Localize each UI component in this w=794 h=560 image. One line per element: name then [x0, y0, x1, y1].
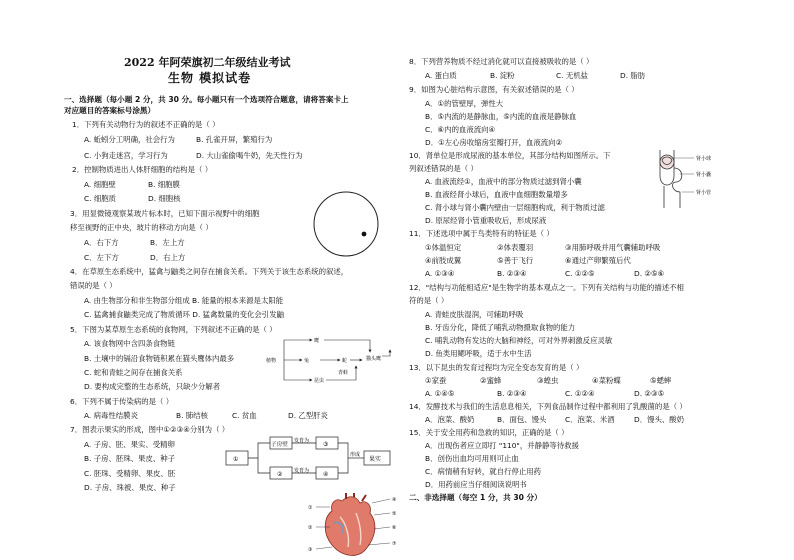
- label-3: ③: [323, 441, 329, 448]
- nephron-label-tubule: 肾小管: [696, 190, 712, 196]
- node-insect: 昆虫: [314, 378, 325, 384]
- q5-option-b: B. 土壤中的镉沿食物链积累在猫头鹰体内最多: [84, 354, 235, 363]
- q2-option-d: D. 细胞核: [148, 194, 181, 203]
- q5-option-c: C. 蛇和青蛙之间存在捕食关系: [84, 368, 183, 377]
- q8-stem: 8．下列营养物质不经过消化就可以直接被吸收的是（ ）: [409, 57, 594, 66]
- q7-option-c: C. 胚珠、受精卵、果皮、胚: [84, 469, 176, 478]
- q14-option-b: B．面包、馒头: [497, 415, 547, 424]
- label-develop-1: 发育为: [294, 438, 310, 444]
- heart-label-7: ⑦: [392, 541, 397, 547]
- q9-stem: 9．如图为心脏结构示意图，有关叙述错误的是（ ）: [409, 85, 579, 94]
- q3-option-a: A．右下方: [84, 238, 119, 247]
- q8-option-d: D. 脂肪: [620, 71, 646, 80]
- q1-option-d: D. 大山雀偷喝牛奶，先天性行为: [196, 151, 303, 160]
- q15-option-c: C．病情稍有好转，就自行停止用药: [425, 467, 542, 476]
- q3-stem-2: 移至视野的正中央，玻片的移动方向是（ ）: [70, 223, 213, 232]
- q14-option-d: D．馒头、酸奶: [634, 415, 685, 424]
- q9-option-d: D．①左心房收缩房室瓣打开，血液流向②: [425, 138, 563, 147]
- node-owl: 猫头鹰: [366, 356, 382, 362]
- node-frog: 青蛙: [338, 370, 349, 376]
- q10-stem: 10．肾单位是形成尿液的基本单位，其部分结构如图所示。下: [409, 151, 611, 160]
- q13-item-5: ⑤蟋蟀: [650, 376, 672, 385]
- heart-label-3: ③: [308, 547, 313, 553]
- q13-stem: 13．以下昆虫的发育过程均为完全变态发育的是（ ）: [409, 363, 584, 372]
- q13-option-a: A. ①④⑤: [425, 389, 455, 398]
- q9-option-a: A．①的管壁厚，弹性大: [425, 99, 504, 108]
- q15-option-d: D．用药前应当仔细阅读说明书: [425, 480, 527, 489]
- q12-option-d: D. 鱼类用鳃呼吸，适于水中生活: [425, 349, 532, 358]
- q13-option-b: B. ②③④: [497, 389, 527, 398]
- cell-dot: [362, 232, 367, 237]
- q15-option-a: A．出现伤者应立即打 "110"，并静静等待救援: [425, 441, 579, 450]
- q5-stem: 5．下图为某草原生态系统的食物网，下列叙述不正确的是（ ）: [70, 325, 277, 334]
- label-fruit: 果实: [369, 456, 382, 463]
- node-snake: 蛇: [342, 358, 348, 364]
- q6-stem: 6．下列不属于传染病的是（ ）: [70, 397, 174, 406]
- label-ovary-wall: 子房壁: [271, 442, 288, 448]
- q11-item-6: ⑥通过产卵繁殖后代: [565, 256, 631, 265]
- q7-stem: 7．图表示果实的形成，图中①②③④分别为（ ）: [70, 425, 230, 434]
- label-develop-2: 发育为: [294, 468, 310, 474]
- q2-option-c: C. 细胞质: [84, 194, 117, 203]
- q11-item-2: ②体表覆羽: [497, 243, 534, 252]
- q1-option-a: A. 蚯蚓分工明确，社会行为: [84, 135, 175, 144]
- q13-option-d: D. ②③⑤: [634, 389, 665, 398]
- q11-option-a: A. ①③④: [425, 269, 455, 278]
- q13-item-3: ③蝗虫: [537, 376, 559, 385]
- section1-heading: 一、选择题（每小题 2 分，共 30 分。每小题只有一个选项符合题意，请将答案卡上: [64, 95, 349, 104]
- heart-label-1: ①: [308, 505, 313, 511]
- q9-option-b: B．⑤内流的是静脉血，⑤内流的血液是静脉血: [425, 112, 577, 121]
- food-web-figure: [262, 330, 402, 388]
- nephron-figure: [650, 148, 730, 210]
- q3-option-b: B．左上方: [150, 238, 185, 247]
- q9-option-c: C．⑥内的血液流向④: [425, 125, 496, 134]
- nephron-label-capsule: 肾小囊: [696, 172, 712, 178]
- q10-option-c: C. 肾小球与肾小囊内壁由一层细胞构成，利于物质过滤: [425, 203, 605, 212]
- label-form: 形成: [350, 452, 361, 458]
- q10-stem-2: 列叙述错误的是（ ）: [409, 164, 478, 173]
- q11-option-b: B. ②③④: [497, 269, 527, 278]
- q11-option-d: D. ②⑤⑥: [634, 269, 665, 278]
- q13-item-4: ④菜粉蝶: [592, 376, 621, 385]
- q11-item-1: ①体温恒定: [425, 243, 462, 252]
- q1-option-c: C. 小狗走迷宫，学习行为: [84, 151, 168, 160]
- q10-option-b: B. 血液经肾小球后，血液中血细胞数量增多: [425, 190, 568, 199]
- q6-option-a: A. 病毒性结膜炎: [84, 411, 138, 420]
- q13-option-c: C. ①②④: [565, 389, 595, 398]
- q14-option-a: A．泡菜、酸奶: [425, 415, 475, 424]
- heart-label-6: ⑥: [392, 525, 397, 531]
- q12-option-a: A. 青蛙皮肤湿润，可辅助呼吸: [425, 310, 524, 319]
- q10-option-d: D. 原尿经肾小管重吸收后，形成尿液: [425, 216, 547, 225]
- q7-option-b: B. 子房、胚珠、果皮、种子: [84, 454, 176, 463]
- q4-option-ab: A. 由生物部分和非生物部分组成 B. 能量的根本来源是太阳能: [84, 296, 284, 305]
- heart-label-4: ④: [392, 497, 397, 503]
- q15-option-b: B．创伤出血均可用则可止血: [425, 454, 519, 463]
- q12-stem-2: 符的是（ ）: [409, 296, 449, 305]
- q7-option-d: D. 子房、珠被、果皮、种子: [84, 483, 176, 492]
- node-eagle: 鹰: [314, 338, 320, 344]
- q11-option-c: C. ①②⑤: [565, 269, 595, 278]
- q13-item-2: ②蜜蜂: [480, 376, 502, 385]
- q4-stem-2: 错误的是（ ）: [70, 281, 117, 290]
- q11-item-5: ⑤善于飞行: [497, 256, 534, 265]
- heart-label-5: ⑤: [392, 511, 397, 517]
- q3-option-d: D．右上方: [150, 253, 186, 262]
- q3-option-c: C．左下方: [84, 253, 119, 262]
- q11-item-4: ④前肢成翼: [425, 256, 462, 265]
- q1-option-b: B. 孔雀开屏，繁殖行为: [196, 135, 273, 144]
- q4-stem: 4．在草原生态系统中，猛禽与鼬类之间存在捕食关系。下列关于该生态系统的叙述，: [70, 267, 349, 276]
- q8-option-c: C. 无机盐: [556, 71, 589, 80]
- fruit-formation-figure: [224, 433, 396, 485]
- q14-option-c: C．泡菜、米酒: [565, 415, 615, 424]
- exam-subtitle: 生物 模拟试卷: [168, 71, 252, 85]
- q14-stem: 14．发酵技术与我们的生活息息相关，下列食品制作过程中都利用了乳酸菌的是（ ）: [409, 402, 687, 411]
- q2-option-a: A. 细胞壁: [84, 180, 116, 189]
- q13-item-1: ①家蚕: [425, 376, 447, 385]
- field-circle: [314, 192, 378, 256]
- node-plant: 植物: [266, 358, 277, 364]
- q5-option-a: A. 该食物网中含四条食物链: [84, 339, 175, 348]
- q12-option-c: C. 哺乳动物有发达的大脑和神经，可对外界刺激反应灵敏: [425, 336, 613, 345]
- microscope-field-figure: [312, 190, 380, 258]
- q12-stem: 12．"结构与功能相适应"是生物学的基本观点之一。下列有关结构与功能的描述不相: [409, 283, 684, 292]
- label-4: ④: [323, 471, 329, 478]
- q2-option-b: B. 细胞膜: [148, 180, 180, 189]
- q4-option-cd: C. 猛禽捕食鼬类完成了物质循环 D. 猛禽数量的变化会引发鼬: [84, 310, 284, 319]
- q12-option-b: B. 牙齿分化，降低了哺乳动物摄取食物的能力: [425, 323, 576, 332]
- label-2: ②: [277, 471, 283, 478]
- q6-option-d: D. 乙型肝炎: [288, 411, 328, 420]
- section1-heading-2: 对应题目的答案标号涂黑）: [64, 106, 156, 115]
- node-rabbit: 兔: [304, 358, 310, 364]
- q1-stem: 1．下列有关动物行为的叙述不正确的是（ ）: [72, 120, 220, 129]
- q2-stem: 2．控制物质进出人体肝细胞的结构是（ ）: [72, 165, 213, 174]
- q11-item-3: ③用肺呼吸并用气囊辅助呼吸: [565, 243, 661, 252]
- q10-option-a: A. 血液流经①，血液中的部分物质过滤到肾小囊: [425, 177, 582, 186]
- q8-option-b: B. 淀粉: [490, 71, 515, 80]
- label-1: ①: [233, 456, 239, 463]
- q6-option-c: C. 贫血: [232, 411, 257, 420]
- exam-title: 2022 年阿荣旗初二年级结业考试: [124, 56, 291, 69]
- section2-heading: 二、非选择题（每空 1 分，共 30 分）: [409, 493, 542, 502]
- nephron-label-glomerulus: 肾小球: [696, 156, 712, 162]
- heart-figure: [306, 493, 406, 560]
- q8-option-a: A. 蛋白质: [425, 71, 457, 80]
- q7-option-a: A. 子房、胚、果实、受精卵: [84, 440, 175, 449]
- q5-option-d: D. 要构成完整的生态系统，只缺少分解者: [84, 382, 221, 391]
- q11-stem: 11．下述选项中属于鸟类特有的特征是（ ）: [409, 229, 554, 238]
- q6-option-b: B. 肺结核: [176, 411, 208, 420]
- heart-label-2: ②: [308, 525, 313, 531]
- q15-stem: 15．关于安全用药和急救的知识，正确的是（ ）: [409, 428, 569, 437]
- q3-stem: 3．用显微镜观察某玻片标本时，已知下面示视野中的细胞: [70, 209, 260, 218]
